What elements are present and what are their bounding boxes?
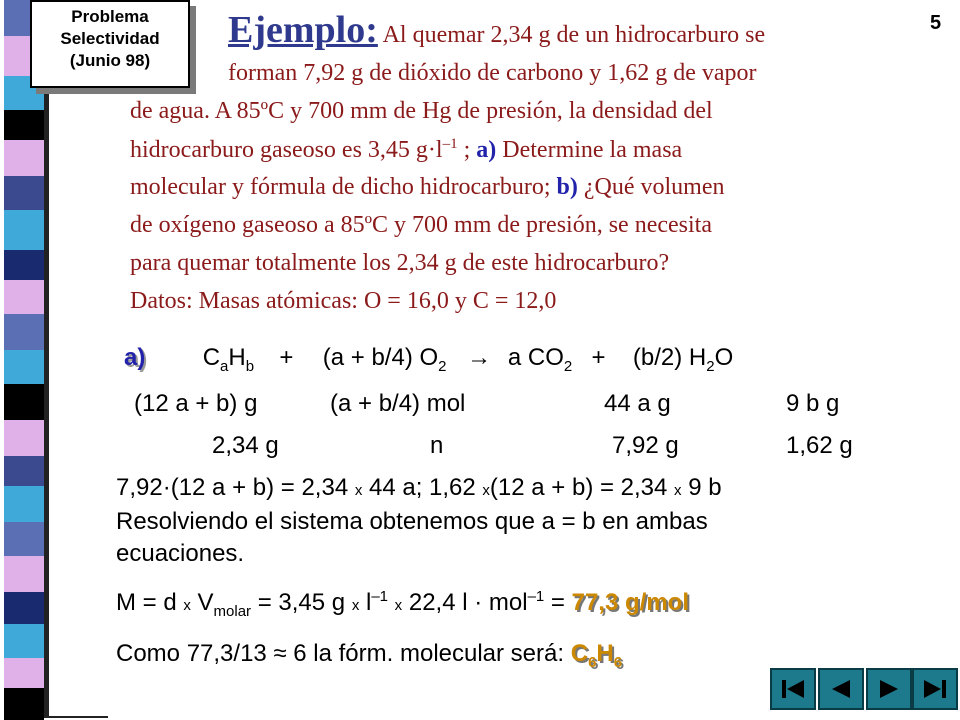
equation-system (116, 474, 722, 502)
text: C (570, 640, 589, 667)
text: hidrocarburo gaseoso es 3,45 g·l (130, 137, 443, 163)
eq-term: C (202, 344, 221, 371)
subscript: molar (213, 602, 252, 620)
text: = 3,45 g (251, 589, 352, 616)
given-row-co2: 7,92 g (612, 432, 679, 459)
text: Determine la masa (496, 137, 683, 163)
resolve-line-2: ecuaciones. (116, 540, 245, 567)
text (388, 589, 395, 616)
text: molecular y fórmula de dicho hidrocarburo; (130, 174, 557, 200)
problem-line-6: de oxígeno gaseoso a 85ºC y 700 mm de presión, se necesita (130, 212, 712, 238)
subscript: 2 (438, 357, 447, 375)
eq-term: H (228, 344, 246, 371)
formula-line (116, 640, 622, 671)
text: (12 a + b) = 2,34 (489, 474, 675, 501)
problem-line-2: forman 7,92 g de dióxido de carbono y 1,62 g de vapor (228, 60, 757, 86)
given-row-hc: 2,34 g (212, 432, 279, 459)
text: ; (457, 137, 477, 163)
text: 22,4 l · mol (402, 589, 528, 616)
mass-row-h2o: 9 b g (786, 390, 840, 417)
rail-base (44, 716, 108, 718)
mass-row-label: (12 a + b) g (134, 390, 258, 417)
eq-term: (a + b/4) O (322, 344, 439, 371)
text: = (544, 589, 572, 616)
times-sign: x (183, 597, 191, 614)
previous-slide-button[interactable] (818, 668, 864, 710)
last-slide-button[interactable] (912, 668, 958, 710)
times-sign: x (354, 482, 363, 499)
subscript: 6 (613, 653, 623, 671)
resolve-line-1: Resolviendo el sistema obtenemos que a = b en ambas (116, 508, 708, 535)
problem-line-7: para quemar totalmente los 2,34 g de este hidrocarburo? (130, 250, 670, 276)
source-line-2: Selectividad (60, 29, 160, 48)
molecular-formula-result (570, 640, 623, 671)
problem-line-5 (130, 174, 724, 201)
molar-mass-line (116, 588, 689, 620)
first-slide-button[interactable] (770, 668, 816, 710)
reaction-equation (124, 344, 733, 375)
eq-plus: + (584, 344, 613, 371)
rail-line (44, 0, 49, 718)
first-icon (772, 670, 814, 708)
text: H (596, 640, 614, 667)
source-line-1: Problema (71, 7, 149, 26)
mass-row-o2: (a + b/4) mol (330, 390, 466, 417)
superscript: –1 (371, 588, 388, 605)
text: 9 b (681, 474, 722, 501)
text: 7,92·(12 a + b) = 2,34 (116, 474, 355, 501)
subscript: b (245, 357, 255, 375)
given-row-o2: n (430, 432, 444, 459)
subscript: 2 (563, 357, 573, 375)
subscript: 6 (588, 653, 597, 671)
text: ¿Qué volumen (577, 174, 725, 200)
last-icon (914, 670, 956, 708)
problem-line-4 (130, 136, 682, 164)
molar-mass-result: 77,3 g/mol (571, 589, 689, 616)
text: M = d (116, 589, 184, 616)
eq-term: (b/2) H (632, 344, 707, 371)
next-slide-button[interactable] (866, 668, 912, 710)
eq-term: O (714, 344, 734, 371)
page-number: 5 (930, 12, 942, 34)
subscript: a (220, 357, 229, 375)
mass-row-co2: 44 a g (604, 390, 671, 417)
problem-line-3: de agua. A 85ºC y 700 mm de Hg de presión, la densidad del (130, 98, 713, 124)
reaction-arrow-icon: → (467, 344, 492, 371)
superscript: –1 (442, 136, 458, 152)
problem-line-1: Al quemar 2,34 g de un hidrocarburo se (382, 22, 766, 48)
eq-term: a CO (507, 344, 564, 371)
example-label: Ejemplo: (228, 9, 378, 51)
text: V (190, 589, 214, 616)
eq-plus: + (272, 344, 301, 371)
problem-line-8: Datos: Masas atómicas: O = 16,0 y C = 12,0 (130, 288, 557, 314)
decorative-stripe (0, 0, 108, 720)
part-b-label: b) (556, 174, 578, 200)
text: 44 a; 1,62 (362, 474, 483, 501)
prev-icon (820, 670, 862, 708)
source-line-3: (Junio 98) (69, 51, 151, 70)
next-icon (868, 670, 910, 708)
times-sign: x (674, 482, 682, 499)
part-a-label: a) (476, 137, 497, 163)
times-sign: x (482, 482, 490, 499)
approx-sign: ≈ (273, 640, 287, 667)
given-row-h2o: 1,62 g (786, 432, 853, 459)
part-a-heading: a) (124, 344, 146, 371)
problem-source-box (30, 0, 190, 88)
subscript: 2 (706, 357, 715, 375)
text: Como 77,3/13 (116, 640, 274, 667)
text: 6 la fórm. molecular será: (286, 640, 571, 667)
text: l (359, 589, 372, 616)
times-sign: x (351, 597, 360, 614)
superscript: –1 (527, 588, 545, 605)
times-sign: x (394, 597, 403, 614)
